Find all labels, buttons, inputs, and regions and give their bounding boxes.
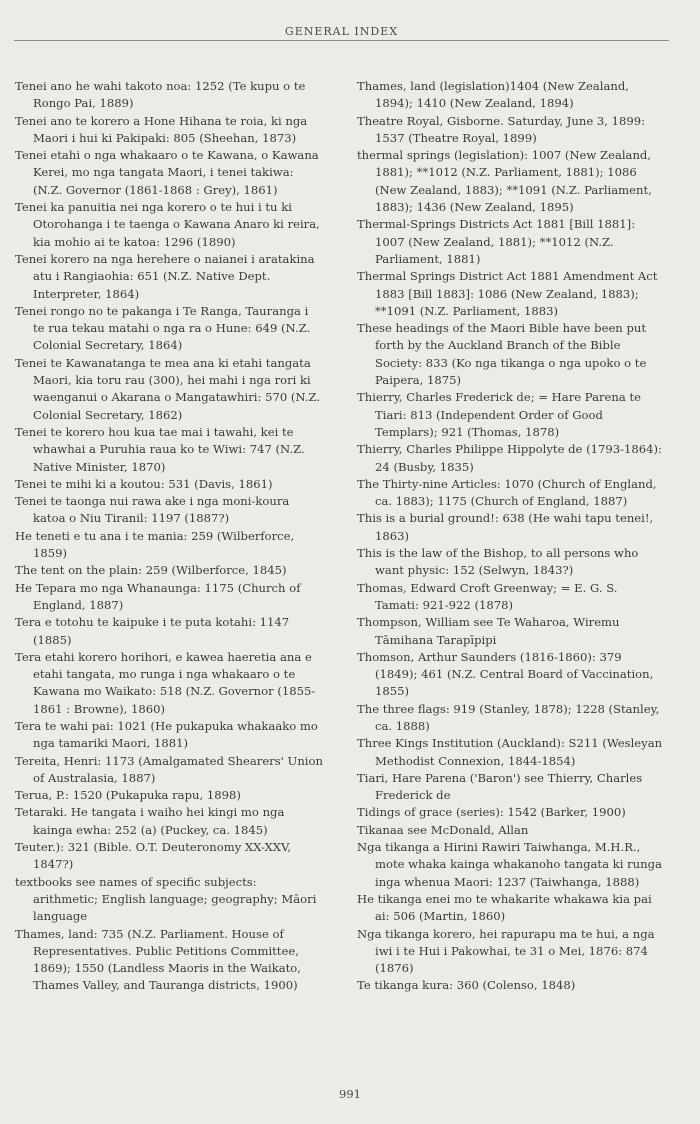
index-entry: Tetaraki. He tangata i waiho hei kingi mo nga kainga ewha: 252 (a) (Puckey, ca. 1845)	[15, 805, 285, 837]
index-entry: Nga tikanga a Hirini Rawiri Taiwhanga, M.H.R., mote whaka kainga whakanoho tangata ki runga inga whenua Maori: 1237 (Taiwhanga, 1888)	[357, 840, 662, 889]
index-entry: Tenei ano te korero a Hone Hihana te roia, ki nga Maori i hui ki Pakipaki: 805 (Sheehan, 1873)	[15, 113, 308, 145]
index-entry: Thermal Springs District Act 1881 Amendment Act 1883 [Bill 1883]: 1086 (New Zealand, 1883); **1091 (N.Z. Parliament, 1883)	[357, 269, 658, 318]
index-entry: He Tepara mo nga Whanaunga: 1175 (Church of England, 1887)	[15, 580, 301, 612]
index-entry: This is a burial ground!: 638 (He wahi tapu tenei!, 1863)	[357, 511, 654, 543]
index-entry: Tiari, Hare Parena ('Baron') see Thierry, Charles Frederick de	[357, 770, 643, 803]
index-entry: textbooks see names of specific subjects: arithmetic; English language; geography; Māori language	[15, 874, 317, 924]
index-entry: Tera etahi korero horihori, e kawea haeretia ana e etahi tangata, mo runga i nga whakaaro o te Kawana mo Waikato: 518 (N.Z. Governor (1855-1861 : Browne), 1860)	[15, 649, 316, 716]
index-entry: Tereita, Henri: 1173 (Amalgamated Shearers' Union of Australasia, 1887)	[15, 753, 323, 785]
index-entry: thermal springs (legislation): 1007 (New Zealand, 1881); **1012 (N.Z. Parliament, 1881); 1086 (New Zealand, 1883); **1091 (N.Z. Parliament, 1883); 1436 (New Zealand, 1895)	[357, 148, 652, 215]
index-entry: He tikanga enei mo te whakarite whakawa kia pai ai: 506 (Martin, 1860)	[357, 891, 652, 924]
index-entry: Tenei etahi o nga whakaaro o te Kawana, o Kawana Kerei, mo nga tangata Maori, i tenei takiwa: (N.Z. Governor (1861-1868 : Grey), 1861)	[15, 148, 319, 197]
index-entry: Tera e totohu te kaipuke i te puta kotahi: 1147 (1885)	[15, 615, 290, 647]
index-entry: Tikanaa see McDonald, Allan	[357, 822, 529, 837]
index-entry: Thompson, William see Te Waharoa, Wiremu Tāmihana Tarapīpipi	[357, 615, 620, 647]
index-column-right	[357, 78, 665, 995]
index-entry: Teuter.): 321 (Bible. O.T. Deuteronomy XX-XXV, 1847?)	[15, 840, 292, 872]
index-entry: Tenei ano he wahi takoto noa: 1252 (Te kupu o te Rongo Pai, 1889)	[15, 79, 306, 111]
index-entry: The tent on the plain: 259 (Wilberforce, 1845)	[15, 563, 287, 578]
index-entry: Thomas, Edward Croft Greenway; = E. G. S. Tamati: 921-922 (1878)	[357, 580, 618, 612]
index-entry: Thierry, Charles Philippe Hippolyte de (1793-1864): 24 (Busby, 1835)	[357, 442, 662, 474]
index-entry: The Thirty-nine Articles: 1070 (Church of England, ca. 1883); 1175 (Church of England, 1887)	[357, 476, 657, 509]
index-entry: Tenei rongo no te pakanga i Te Ranga, Tauranga i te rua tekau matahi o nga ra o Hune: 649 (N.Z. Colonial Secretary, 1864)	[15, 303, 311, 353]
index-entry: Te tikanga kura: 360 (Colenso, 1848)	[357, 978, 576, 993]
index-entry: Tenei korero na nga herehere o naianei i aratakina atu i Rangiaohia: 651 (N.Z. Native Dept. Interpreter, 1864)	[15, 251, 315, 301]
index-entry: Thomson, Arthur Saunders (1816-1860): 379 (1849); 461 (N.Z. Central Board of Vaccination, 1855)	[357, 649, 654, 699]
index-entry: Terua, P.: 1520 (Pukapuka rapu, 1898)	[15, 788, 241, 803]
index-entry: Tera te wahi pai: 1021 (He pukapuka whakaako mo nga tamariki Maori, 1881)	[15, 718, 318, 751]
index-entry: This is the law of the Bishop, to all persons who want physic: 152 (Selwyn, 1843?)	[357, 546, 639, 578]
page-number: 991	[339, 1087, 361, 1101]
index-entry: These headings of the Maori Bible have been put forth by the Auckland Branch of the Bible Society: 833 (Ko nga tikanga o nga upoko o te Paipera, 1875)	[357, 321, 647, 388]
index-entry: Nga tikanga korero, hei rapurapu ma te hui, a nga iwi i te Hui i Pakowhai, te 31 o Mei, 1876: 874 (1876)	[357, 926, 655, 976]
index-entry: Tidings of grace (series): 1542 (Barker, 1900)	[357, 805, 626, 820]
index-entry: Three Kings Institution (Auckland): S211 (Wesleyan Methodist Connexion, 1844-1854)	[357, 736, 663, 768]
index-entry: Tenei ka panuitia nei nga korero o te hui i tu ki Otorohanga i te taenga o Kawana Anaro ki reira, kia mohio ai te katoa: 1296 (1890)	[15, 200, 320, 249]
index-entry: Tenei te taonga nui rawa ake i nga moni-koura katoa o Niu Tiranil: 1197 (1887?)	[15, 494, 290, 526]
index-entry: Tenei te Kawanatanga te mea ana ki etahi tangata Maori, kia toru rau (300), hei mahi i nga rori ki waenganui o Akarana o Mangatawhiri: 570 (N.Z. Colonial Secretary, 1862)	[15, 355, 321, 422]
index-entry: Thames, land (legislation)1404 (New Zealand, 1894); 1410 (New Zealand, 1894)	[357, 79, 629, 111]
index-entry: The three flags: 919 (Stanley, 1878); 1228 (Stanley, ca. 1888)	[357, 701, 660, 733]
running-header: GENERAL INDEX	[14, 25, 669, 41]
index-entry: Tenei te korero hou kua tae mai i tawahi, kei te whawhai a Puruhia raua ko te Wiwi: 747 (N.Z. Native Minister, 1870)	[15, 424, 305, 474]
index-column-left	[15, 78, 323, 995]
index-entry: He teneti e tu ana i te mania: 259 (Wilberforce, 1859)	[15, 528, 295, 561]
index-entry: Theatre Royal, Gisborne. Saturday, June 3, 1899: 1537 (Theatre Royal, 1899)	[357, 113, 646, 145]
index-entry: Thermal-Springs Districts Act 1881 [Bill 1881]: 1007 (New Zealand, 1881); **1012 (N.Z. Parliament, 1881)	[357, 217, 636, 266]
index-entry: Tenei te mihi ki a koutou: 531 (Davis, 1861)	[15, 476, 273, 491]
index-entry: Thames, land: 735 (N.Z. Parliament. House of Representatives. Public Petitions Committee, 1869); 1550 (Landless Maoris in the Waikato, Thames Valley, and Tauranga districts, 1900)	[15, 926, 301, 993]
index-entry: Thierry, Charles Frederick de; = Hare Parena te Tiari: 813 (Independent Order of Good Templars); 921 (Thomas, 1878)	[357, 390, 641, 439]
